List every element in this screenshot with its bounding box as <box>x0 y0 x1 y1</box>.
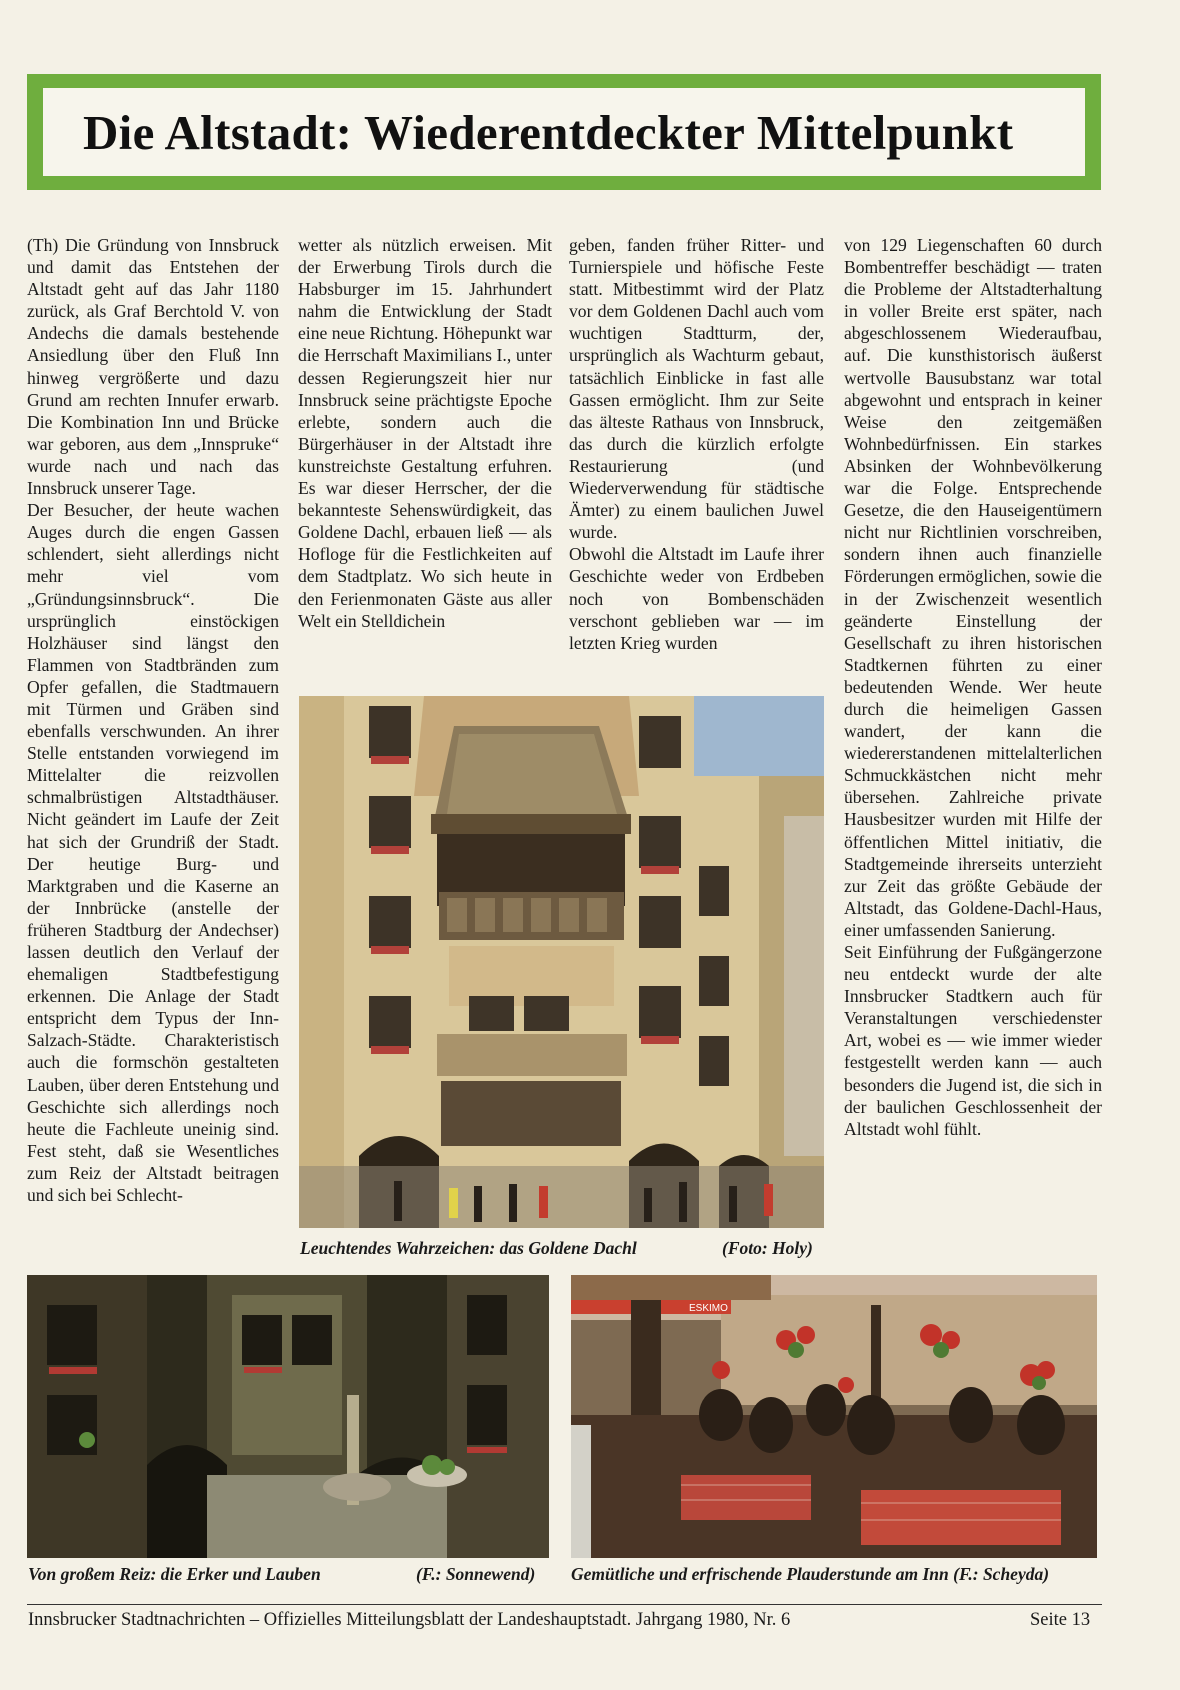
article-column-1 <box>27 234 279 1260</box>
headline: Die Altstadt: Wiederentdeckter Mittelpunkt <box>83 104 1014 160</box>
article-paragraph: von 129 Liegenschaften 60 durch Bombentreffer beschädigt — traten die Probleme der Altstadterhaltung in voller Breite erst später, nach abgeschlossenem Wiederaufbau, auf. Die kunsthistorisch äußerst wertvolle Bausubstanz war total abgewohnt und entsprach in keiner Weise den zeitgemäßen Wohnbedürfnissen. Ein starkes Absinken der Wohnbevölkerung war die Folge. Entsprechende Gesetze, die den Hauseigentümern nicht nur Richtlinien vorschreiben, sondern ihnen auch finanzielle Förderungen ermöglichen, sowie die in der Zwischenzeit wesentlich geänderte Einstellung der Gesellschaft zu ihren historischen Stadtkernen führten zu einer bedeutenden Wende. Wer heute durch die heimeligen Gassen wandert, der kann die wiedererstandenen mittelalterlichen Schmuckkästchen nicht mehr übersehen. Zahlreiche private Hausbesitzer wurden mit Hilfe der öffentlichen Mittel initiativ, die Stadtgemeinde ihrerseits unterzieht zur Zeit das größte Gebäude der Altstadt, das Goldene-Dachl-Haus, einer umfassenden Sanierung. <box>844 235 1102 940</box>
headline-box <box>43 88 1085 176</box>
article-column-4 <box>844 234 1102 1260</box>
article-paragraph: geben, fanden früher Ritter- und Turnierspiele und höfische Feste statt. Mitbestimmt wird der Platz vor dem Goldenen Dachl auch vom wuchtigen Stadtturm, der, ursprünglich als Wachturm gebaut, tatsächlich Einblicke in fast alle Gassen ermöglicht. Ihm zur Seite das älteste Rathaus von Innsbruck, das durch die kürzlich erfolgte Restaurierung (und Wiederverwendung für städtische Ämter) zu einem baulichen Juwel wurde. <box>569 235 824 543</box>
article-paragraph: (Th) Die Gründung von Innsbruck und damit das Entstehen der Altstadt geht auf das Jahr 1180 zurück, als Graf Berchtold V. von Andechs die damals bestehende Ansiedlung über den Fluß Inn hinweg vergrößerte und dazu Grund am rechten Innufer erwarb. Die Kombination Inn und Brücke war geboren, aus dem „Innspruke“ wurde nach und nach das Innsbruck unserer Tage. <box>27 235 279 499</box>
article-paragraph: wetter als nützlich erweisen. Mit der Erwerbung Tirols durch die Habsburger im 15. Jahrhundert nahm die Entwicklung der Stadt eine neue Richtung. Höhepunkt war die Herrschaft Maximilians I., unter dessen Regierungszeit hier nur Innsbruck seine prächtigste Epoche erlebte, sondern auch die Bürgerhäuser in der Altstadt ihre kunstreichste Gestaltung erfuhren. Es war dieser Herrscher, der die bekannteste Sehenswürdigkeit, das Goldene Dachl, erbauen ließ — als Hofloge für die Festlichkeiten auf dem Stadtplatz. Wo sich heute in den Ferienmonaten Gäste aus aller Welt ein Stelldichein <box>298 235 552 631</box>
page-number: Seite 13 <box>1030 1610 1091 1630</box>
awning-sign: ESKIMO <box>689 1303 728 1314</box>
caption-main: Leuchtendes Wahrzeichen: das Goldene Dachl <box>300 1238 637 1258</box>
article-paragraph: Obwohl die Altstadt im Laufe ihrer Geschichte weder von Erdbeben noch von Bombenschäden verschont geblieben war — im letzten Krieg wurden <box>569 544 824 653</box>
article-column-2 <box>298 234 552 684</box>
article-paragraph: Der Besucher, der heute wachen Auges durch die engen Gassen schlendert, sieht allerdings nicht mehr viel vom „Gründungsinnsbruck“. Die ursprünglich einstöckigen Holzhäuser sind längst den Flammen von Stadtbränden zum Opfer gefallen, die Stadtmauern mit Türmen und Gräben sind ebenfalls verschwunden. An ihrer Stelle entstanden vorwiegend im Mittelalter die reizvollen schmalbrüstigen Altstadthäuser. Nicht geändert im Laufe der Zeit hat sich der Grundriß der Stadt. Der heutige Burg- und Marktgraben und die Kaserne an der Innbrücke (anstelle der früheren Stadtburg der Andechser) lassen deutlich den Verlauf der ehemaligen Stadtbefestigung erkennen. Die Anlage der Stadt entspricht dem Typus der Inn-Salzach-Städte. Charakteristisch auch die formschön gestalteten Lauben, über deren Entstehung und Geschichte sich allerdings noch heute die Fachleute uneinig sind. Fest steht, daß sie Wesentliches zum Reiz der Altstadt beitragen und sich bei Schlecht- <box>27 500 279 1206</box>
caption-main-credit: (Foto: Holy) <box>722 1238 813 1258</box>
caption-left: Von großem Reiz: die Erker und Lauben <box>28 1564 321 1584</box>
headline-frame <box>27 74 1101 190</box>
article-column-3 <box>569 234 824 684</box>
caption-right: Gemütliche und erfrischende Plauderstunde am Inn (F.: Scheyda) <box>571 1564 1050 1584</box>
photo-goldenes-dachl <box>299 696 824 1228</box>
caption-left-credit: (F.: Sonnewend) <box>416 1564 536 1584</box>
photo-erker-lauben <box>27 1275 549 1558</box>
article-paragraph: Seit Einführung der Fußgängerzone neu entdeckt wurde der alte Innsbrucker Stadtkern auch für Veranstaltungen verschiedenster Art, wobei es — wie immer wieder festgestellt werden kann — auch besonders die Jugend ist, die sich in der baulichen Geschlossenheit der Altstadt wohl fühlt. <box>844 942 1102 1139</box>
photo-terrasse-am-inn <box>571 1275 1097 1558</box>
footer-publication: Innsbrucker Stadtnachrichten – Offizielles Mitteilungsblatt der Landeshauptstadt. Jahrgang 1980, Nr. 6 <box>28 1610 791 1630</box>
footer-divider <box>27 1604 1102 1605</box>
